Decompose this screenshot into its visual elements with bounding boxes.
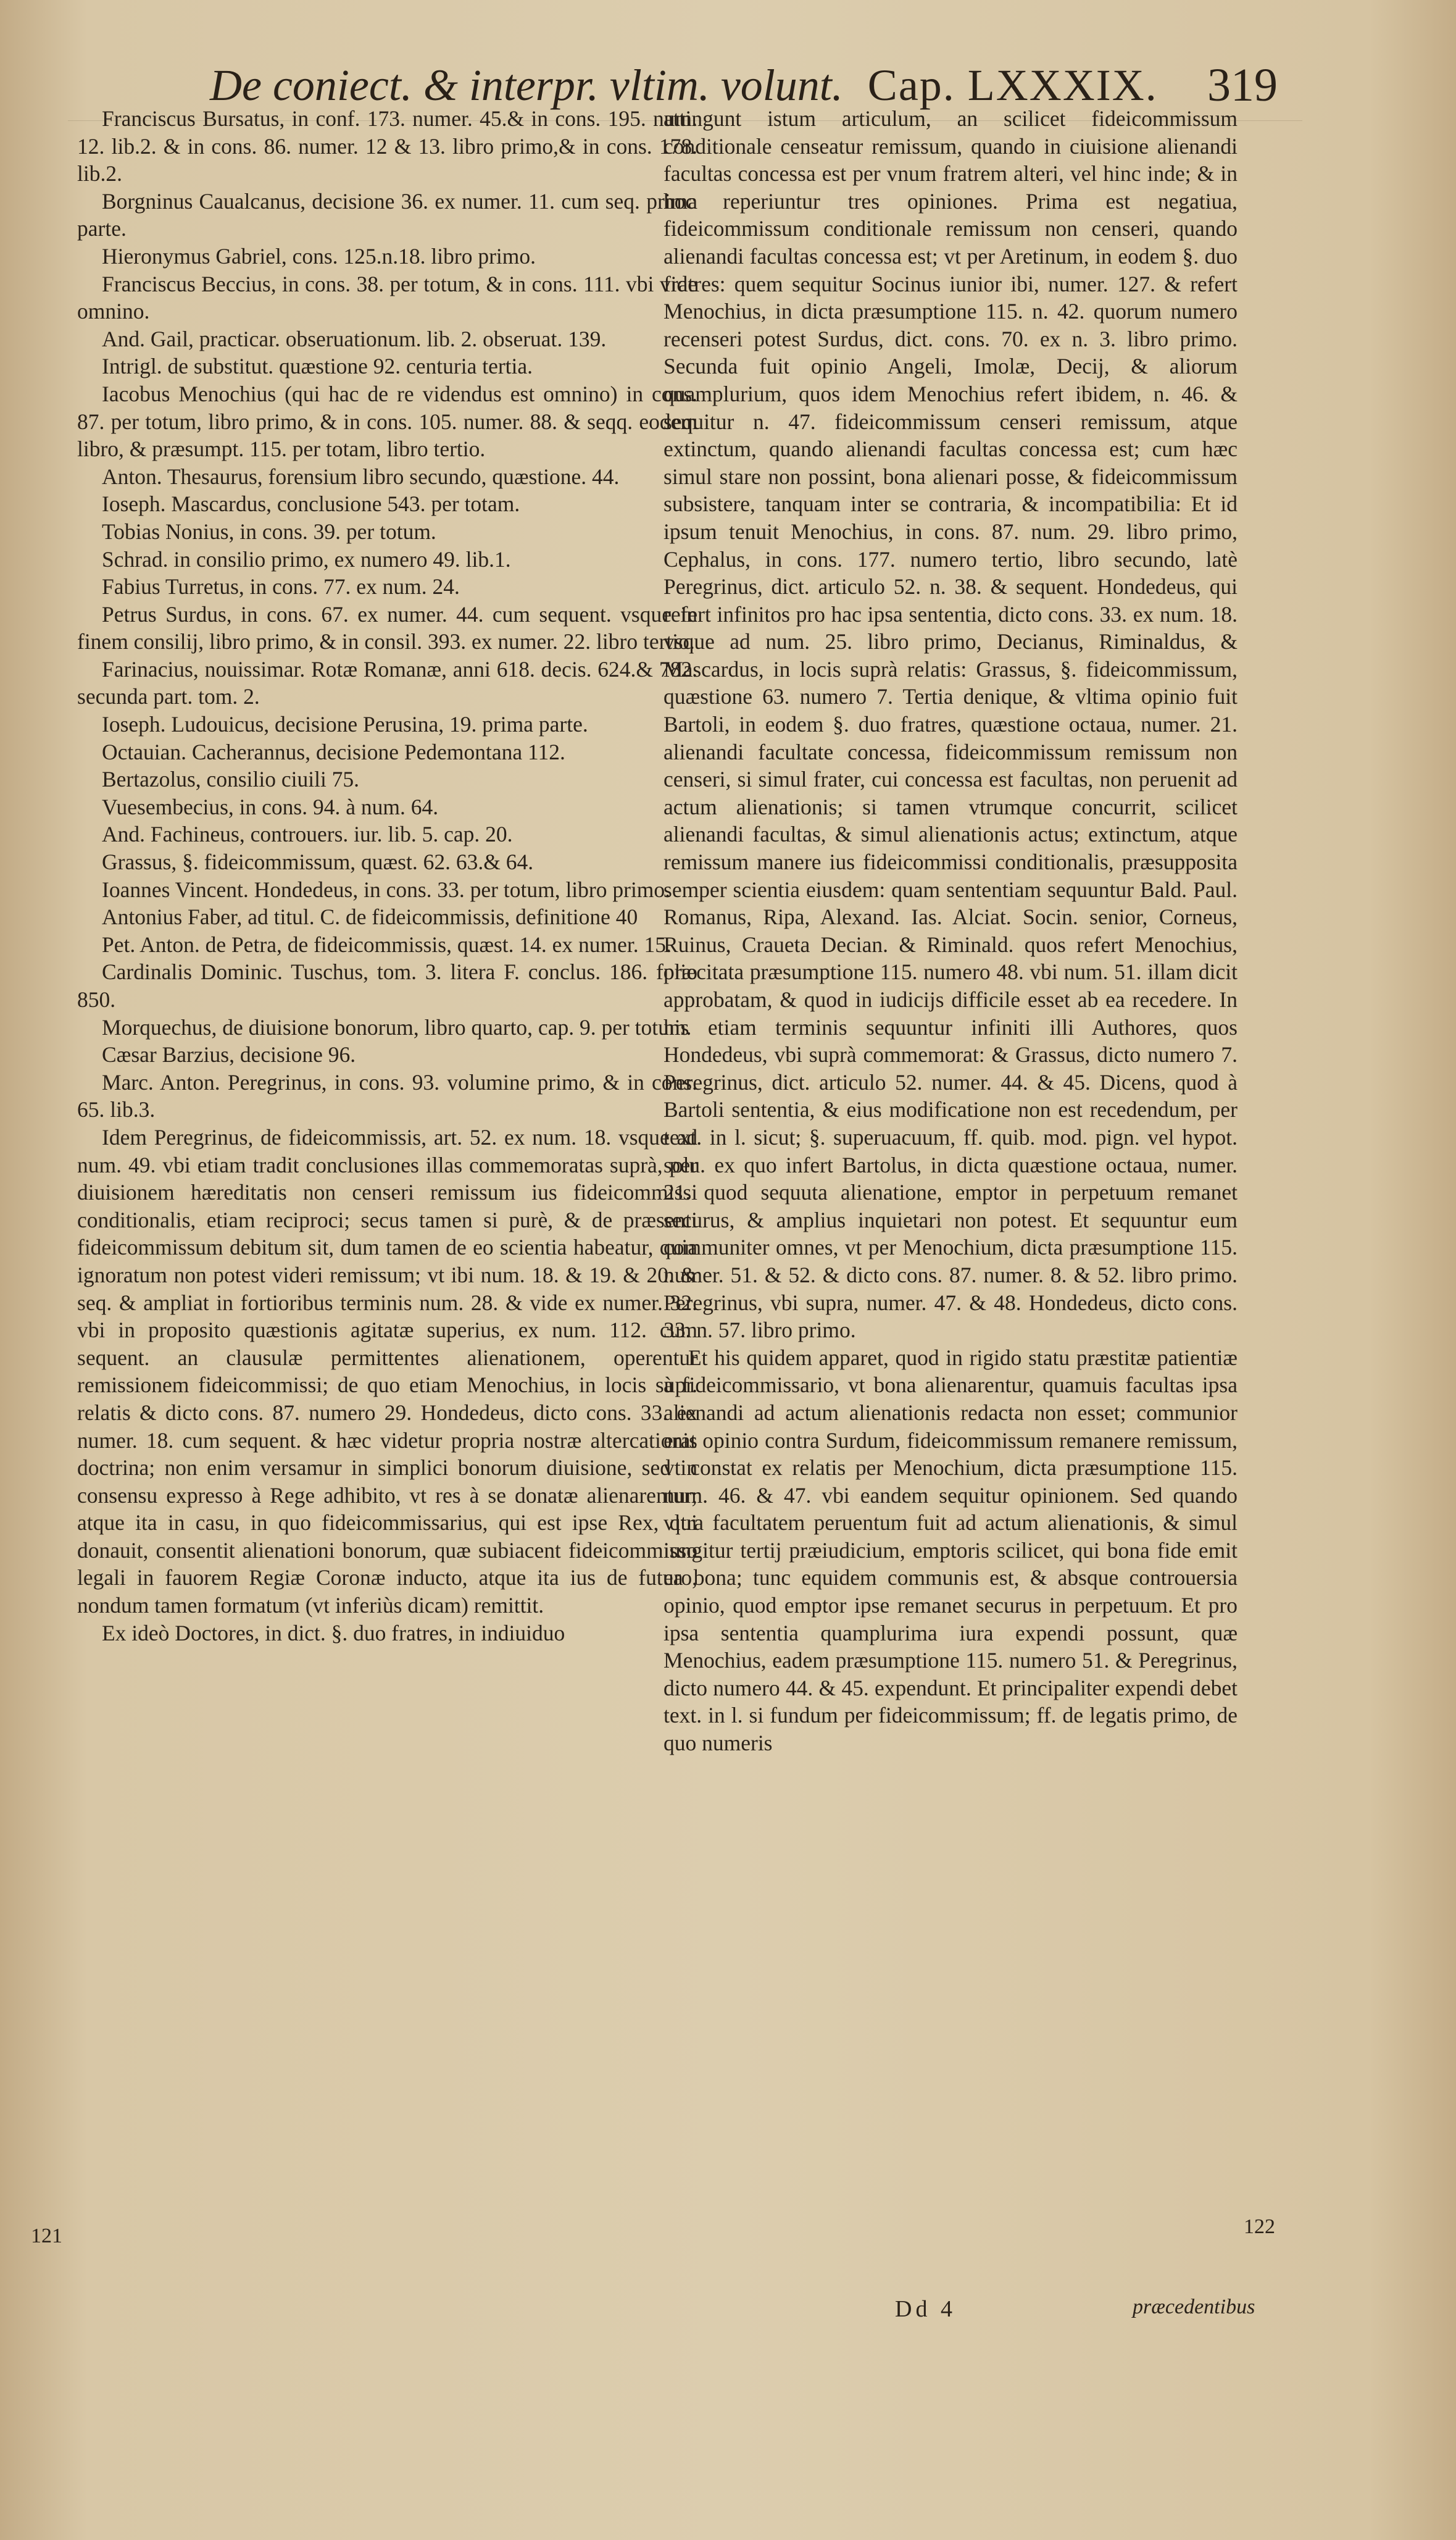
citation-entry: Iacobus Menochius (qui hac de re videndus est omnino) in cons. 87. per totum, libro primo, & in cons. 105. numer. 88. & seqq. eodem libro, & præsumpt. 115. per totam, libro tertio. — [77, 381, 697, 462]
citation-entry: Cæsar Barzius, decisione 96. — [102, 1042, 356, 1067]
citation-entry: And. Gail, practicar. obseruationum. lib. 2. obseruat. 139. — [102, 326, 607, 351]
body-paragraph: Et his quidem apparet, quod in rigido statu præstitæ patientiæ à fideicommissario, vt bona alienarentur, quamuis facultas ipsa alienandi ad actum alienationis redacta non esset; communior erat opinio contra Surdum, fideicommissum remanere remissum, vt constat ex relatis per Menochium, dicta præsumptione 115. num. 46. & 47. vbi eandem sequitur opinionem. Sed quando vltra facultatem peruentum fuit ad actum alienationis, & simul iungitur tertij præiudicium, emptoris scilicet, qui bona fide emit ea bona; tunc equidem communis est, & absque controuersia opinio, quod emptor ipse remanet securus in perpetuum. Et pro ipsa sententia quamplurima iura expendi possunt, quæ Menochius, eadem præsumptione 115. numero 51. & Peregrinus, dicto numero 44. & 45. expendunt. Et principaliter expendi debet text. in l. si fundum per fideicommissum; ff. de legatis primo, de quo numeris — [664, 1345, 1238, 1756]
citation-entry: Vuesembecius, in cons. 94. à num. 64. — [102, 794, 439, 819]
citation-entry: Petrus Surdus, in cons. 67. ex numer. 44. cum sequent. vsque in finem consilij, libro primo, & in consil. 393. ex numer. 22. libro tertio. — [77, 601, 697, 654]
citation-entry: And. Fachineus, controuers. iur. lib. 5. cap. 20. — [102, 822, 513, 847]
chapter-label: Cap. LXXXIX. — [867, 61, 1158, 110]
citation-entry: Borgninus Caualcanus, decisione 36. ex numer. 11. cum seq. prima parte. — [77, 188, 697, 241]
citation-entry: Ioseph. Mascardus, conclusione 543. per totam. — [102, 491, 520, 517]
citation-entry: Farinacius, nouissimar. Rotæ Romanæ, anni 618. decis. 624.& 782. secunda part. tom. 2. — [77, 656, 697, 709]
citation-entry: Morquechus, de diuisione bonorum, libro quarto, cap. 9. per totum. — [102, 1014, 692, 1040]
catchword: præcedentibus — [1133, 2296, 1255, 2318]
left-column — [77, 105, 697, 1647]
signature-mark: Dd 4 — [895, 2296, 956, 2322]
margin-number-left: 121 — [31, 2225, 62, 2247]
citation-entry: Anton. Thesaurus, forensium libro secundo, quæstione. 44. — [102, 464, 620, 489]
citation-entry: Schrad. in consilio primo, ex numero 49. lib.1. — [102, 546, 511, 572]
citation-entry: Hieronymus Gabriel, cons. 125.n.18. libro primo. — [102, 243, 536, 269]
citation-entry: Marc. Anton. Peregrinus, in cons. 93. volumine primo, & in cons. 65. lib.3. — [77, 1069, 697, 1122]
citation-entry: Grassus, §. fideicommissum, quæst. 62. 63.& 64. — [102, 850, 534, 875]
citation-entry: Bertazolus, consilio ciuili 75. — [102, 767, 360, 792]
citation-entry: Pet. Anton. de Petra, de fideicommissis, quæst. 14. ex numer. 15. — [102, 932, 672, 957]
citation-entry: Franciscus Bursatus, in conf. 173. numer. 45.& in cons. 195. num. 12. lib.2. & in cons. 86. numer. 12 & 13. libro primo,& in cons. 178. lib.2. — [77, 106, 697, 186]
right-column — [664, 105, 1238, 1757]
body-paragraph: attingunt istum articulum, an scilicet fideicommissum conditionale censeatur remissum, quando in ciuisione alienandi facultas concessa est per vnum fratrem alteri, vel hinc inde; & in hoc reperiuntur tres opiniones. Prima est negatiua, fideicommissum conditionale remissum non censeri, quando alienandi facultas concessa est; vt per Aretinum, in eodem §. duo fratres: quem sequitur Socinus iunior ibi, numer. 127. & refert Menochius, in dicta præsumptione 115. n. 42. quorum numero recenseri potest Surdus, dict. cons. 70. ex n. 3. libro primo. Secunda fuit opinio Angeli, Imolæ, Decij, & aliorum quamplurium, quos idem Menochius refert ibidem, n. 46. & sequitur n. 47. fideicommissum censeri remissum, atque extinctum, quando alienandi facultas concessa est; cum hæc simul stare non possint, bona alienari posse, & fideicommissum subsistere, tanquam inter se contraria, & incompatibilia: Et id ipsum tenuit Menochius, in cons. 87. num. 29. libro primo, Cephalus, in cons. 177. numero tertio, libro secundo, latè Peregrinus, dict. articulo 52. n. 38. & sequent. Hondedeus, qui refert infinitos pro hac ipsa sententia, dicto cons. 33. ex num. 18. vsque ad num. 25. libro primo, Decianus, Riminaldus, & Mascardus, in locis suprà relatis: Grassus, §. fideicommissum, quæstione 63. numero 7. Tertia denique, & vltima opinio fuit Bartoli, in eodem §. duo fratres, quæstione octaua, numer. 21. alienandi facultate concessa, fideicommissum remissum non censeri, si simul frater, cui concessa est facultas, non peruenit ad actum alienationis; si tamen vtrumque concurrit, scilicet alienandi facultas, & simul alienationis actus; extinctum, atque remissum manere ius fideicommissi conditionalis, præsupposita semper scientia eiusdem: quam sententiam sequuntur Bald. Paul. Romanus, Ripa, Alexand. Ias. Alciat. Socin. senior, Corneus, Ruinus, Craueta Decian. & Riminald. quos refert Menochius, præcitata præsumptione 115. numero 48. vbi num. 51. illam dicit approbatam, & quod in iudicijs difficile esset ab ea recedere. In his etiam terminis sequuntur infiniti illi Authores, quos Hondedeus, vbi suprà commemorat: & Grassus, dicto numero 7. Peregrinus, dict. articulo 52. numer. 44. & 45. Dicens, quod à Bartoli sententia, & eius modificatione non est recedendum, per text. in l. sicut; §. superuacuum, ff. quib. mod. pign. vel hypot. solu. ex quo infert Bartolus, in dicta quæstione octaua, numer. 21. quod sequuta alienatione, emptor in perpetuum remanet securus, & amplius inquietari non potest. Et sequuntur eum communiter omnes, vt per Menochium, dicta præsumptione 115. numer. 51. & 52. & dicto cons. 87. numer. 8. & 52. libro primo. Peregrinus, vbi supra, numer. 47. & 48. Hondedeus, dicto cons. 33. n. 57. libro primo. — [664, 106, 1238, 1343]
citation-entry: Franciscus Beccius, in cons. 38. per totum, & in cons. 111. vbi vide omnino. — [77, 271, 697, 324]
running-title: De coniect. & interpr. vltim. volunt. — [210, 61, 843, 110]
citation-entry: Cardinalis Dominic. Tuschus, tom. 3. litera F. conclus. 186. folio 850. — [77, 959, 697, 1012]
citation-entry: Octauian. Cacherannus, decisione Pedemontana 112. — [102, 739, 565, 764]
page-number: 319 — [1207, 59, 1278, 111]
citation-entry: Ioseph. Ludouicus, decisione Perusina, 19. prima parte. — [102, 712, 588, 737]
citation-entry: Tobias Nonius, in cons. 39. per totum. — [102, 519, 436, 544]
citation-entry: Antonius Faber, ad titul. C. de fideicommissis, definitione 40 — [102, 904, 638, 930]
body-paragraph: Ex ideò Doctores, in dict. §. duo fratres, in indiuiduo — [102, 1620, 565, 1645]
citation-entry: Ioannes Vincent. Hondedeus, in cons. 33. per totum, libro primo. — [102, 877, 671, 902]
citation-entry: Fabius Turretus, in cons. 77. ex num. 24. — [102, 574, 460, 599]
body-paragraph: Idem Peregrinus, de fideicommissis, art. 52. ex num. 18. vsque ad num. 49. vbi etiam tradit conclusiones illas commemoratas suprà, per diuisionem hæreditatis non censeri remissum ius fideicommissi conditionalis, etiam reciproci; secus tamen si purè, & de præsenti fideicommissum debitum sit, dum tamen de eo scientia habeatur, quia ignoratum non potest videri remissum; vt ibi num. 18. & 19. & 20. & seq. & ampliat in fortioribus terminis num. 28. & vide ex numer. 32. vbi in proposito quæstionis agitatæ superius, ex num. 112. cum sequent. an clausulæ permittentes alienationem, operentur remissionem fideicommissi; de quo etiam Menochius, in locis supr. relatis & dicto cons. 87. numero 29. Hondedeus, dicto cons. 33. ex numer. 18. cum sequent. & hæc videtur propria nostræ altercationis doctrina; non enim versamur in simplici bonorum diuisione, sed in consensu expresso à Rege adhibito, vt res à se donatæ alienarentur; atque ita in casu, in quo fideicommissarius, qui est ipse Rex, qui donauit, consentit alienationi bonorum, quæ subiacent fideicommisso legali in fauorem Regiæ Coronæ inducto, atque ita ius de futuro, nondum tamen formatum (vt inferiùs dicam) remittit. — [77, 1124, 697, 1618]
citation-entry: Intrigl. de substitut. quæstione 92. centuria tertia. — [102, 354, 533, 379]
margin-number-right: 122 — [1244, 2215, 1275, 2238]
